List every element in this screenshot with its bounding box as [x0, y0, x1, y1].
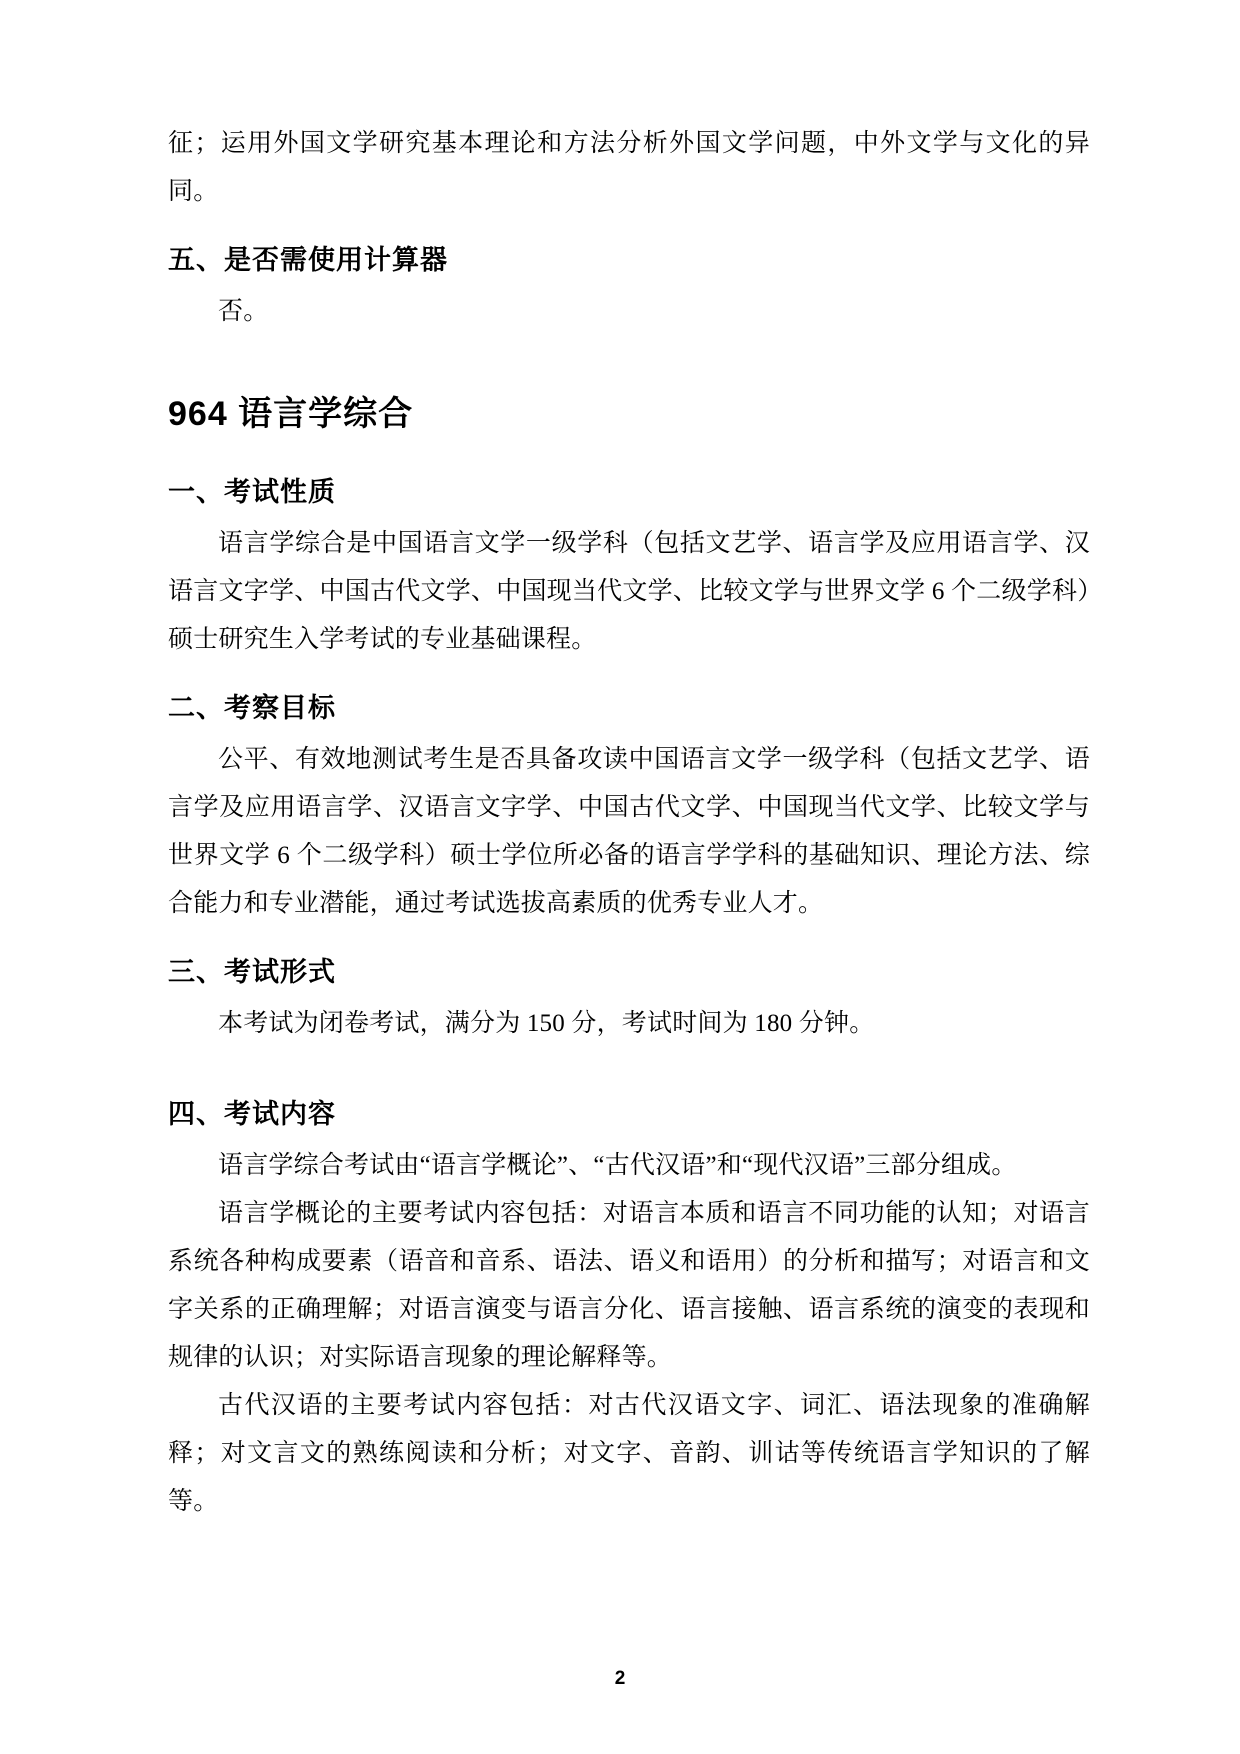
- section-heading-nature: 一、考试性质: [168, 477, 336, 507]
- page-content: [168, 120, 1090, 1526]
- section-body-calculator: 否。: [218, 298, 269, 325]
- section-body-nature: 语言学综合是中国语言文学一级学科（包括文艺学、语言学及应用语言学、汉语言文字学、中国古代文学、中国现当代文学、比较文学与世界文学 6 个二级学科）硕士研究生入学考试的专业基础课程。: [168, 530, 1090, 653]
- page-number: 2: [614, 1668, 626, 1689]
- section-body-content-classical-chinese: 古代汉语的主要考试内容包括：对古代汉语文字、词汇、语法现象的准确解释；对文言文的熟练阅读和分析；对文字、音韵、训诂等传统语言学知识的了解等。: [168, 1392, 1090, 1515]
- section-body-content-overview: 语言学综合考试由“语言学概论”、“古代汉语”和“现代汉语”三部分组成。: [218, 1152, 1017, 1179]
- section-heading-content: 四、考试内容: [168, 1099, 336, 1129]
- section-heading-calculator: 五、是否需使用计算器: [168, 245, 448, 275]
- section-heading-objectives: 二、考察目标: [168, 693, 336, 723]
- section-body-content-linguistics: 语言学概论的主要考试内容包括：对语言本质和语言不同功能的认知；对语言系统各种构成要素（语音和音系、语法、语义和语用）的分析和描写；对语言和文字关系的正确理解；对语言演变与语言分化、语言接触、语言系统的演变的表现和规律的认识；对实际语言现象的理论解释等。: [168, 1200, 1090, 1371]
- section-heading-format: 三、考试形式: [168, 957, 336, 987]
- exam-title: 964 语言学综合: [168, 395, 414, 433]
- section-body-objectives: 公平、有效地测试考生是否具备攻读中国语言文学一级学科（包括文艺学、语言学及应用语言学、汉语言文字学、中国古代文学、中国现当代文学、比较文学与世界文学 6 个二级学科）硕士学位所必备的语言学学科的基础知识、理论方法、综合能力和专业潜能，通过考试选拔高素质的优秀专业人才。: [168, 746, 1090, 917]
- continued-paragraph: 征；运用外国文学研究基本理论和方法分析外国文学问题，中外文学与文化的异同。: [168, 130, 1090, 205]
- section-body-format: 本考试为闭卷考试，满分为 150 分，考试时间为 180 分钟。: [218, 1010, 875, 1037]
